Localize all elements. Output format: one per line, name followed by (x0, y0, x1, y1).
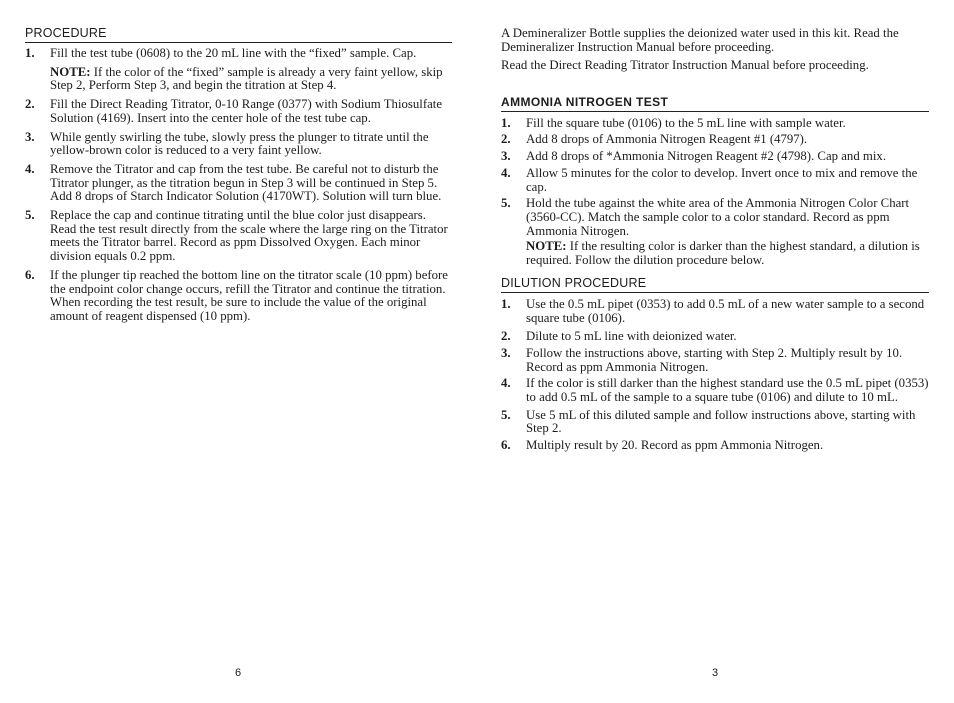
step-number: 2. (501, 132, 511, 147)
step-number: 5. (501, 407, 511, 422)
intro-paragraph-1: A Demineralizer Bottle supplies the deionized water used in this kit. Read the Demineralizer Instruction Manual before proceeding. (501, 26, 899, 54)
step-text: Multiply result by 20. Record as ppm Ammonia Nitrogen. (526, 438, 824, 453)
step-text: Replace the cap and continue titrating until the blue color just disappears. Read the test result directly from the scale where the large ring on the Titrator meets the Titrator barrel. Record as ppm Dissolved Oxygen. Each minor division equals 0.2 ppm. (50, 208, 448, 264)
step-number: 4. (501, 165, 511, 180)
step-number: 3. (501, 149, 511, 164)
step-number: 2. (25, 97, 35, 112)
step-number: 6. (25, 267, 35, 282)
ammonia-step-2 (501, 133, 929, 147)
procedure-step-1 (25, 47, 452, 93)
note-label: NOTE: (526, 239, 567, 254)
step-text: Fill the Direct Reading Titrator, 0-10 Range (0377) with Sodium Thiosulfate Solution (4169). Insert into the center hole of the test tube cap. (50, 97, 443, 125)
procedure-step-5 (25, 209, 452, 264)
procedure-step-3 (25, 131, 452, 158)
ammonia-step-1 (501, 117, 929, 131)
step-text: Fill the square tube (0106) to the 5 mL line with sample water. (526, 115, 846, 130)
procedure-heading: PROCEDURE (25, 26, 452, 43)
step-number: 4. (25, 161, 35, 176)
procedure-step-2 (25, 98, 452, 125)
step-number: 3. (501, 345, 511, 360)
step-text: Dilute to 5 mL line with deionized water. (526, 329, 737, 344)
step-text: Hold the tube against the white area of the Ammonia Nitrogen Color Chart (3560-CC). Match the sample color to a color standard. Record as ppm Ammonia Nitrogen. (526, 196, 910, 238)
dilution-steps (501, 298, 929, 453)
note-label: NOTE: (50, 64, 91, 79)
step-number: 5. (25, 208, 35, 223)
step-number: 1. (501, 115, 511, 130)
ammonia-step-3 (501, 150, 929, 164)
step-text: Follow the instructions above, starting with Step 2. Multiply result by 10. Record as ppm Ammonia Nitrogen. (526, 345, 903, 374)
step-text: Fill the test tube (0608) to the 20 mL line with the “fixed” sample. Cap. (50, 46, 417, 60)
step-text: Add 8 drops of *Ammonia Nitrogen Reagent #2 (4798). Cap and mix. (526, 149, 887, 164)
dilution-step-4 (501, 377, 929, 404)
step-note (50, 66, 452, 93)
step-text: If the plunger tip reached the bottom line on the titrator scale (10 ppm) before the endpoint color change occurs, refill the Titrator and continue the titration. When recording the test result, be sure to include the value of the original amount of reagent dispensed (10 ppm). (50, 267, 448, 323)
step-number: 3. (25, 129, 35, 144)
step-number: 1. (25, 46, 35, 60)
procedure-step-6 (25, 269, 452, 324)
ammonia-steps (501, 117, 929, 268)
step-number: 5. (501, 196, 511, 211)
dilution-step-6 (501, 439, 929, 453)
step-text: Allow 5 minutes for the color to develop. Invert once to mix and remove the cap. (526, 165, 918, 194)
procedure-step-4 (25, 163, 452, 204)
dilution-step-3 (501, 347, 929, 374)
step-text: Use 5 mL of this diluted sample and follow instructions above, starting with Step 2. (526, 407, 916, 436)
ammonia-test-heading: AMMONIA NITROGEN TEST (501, 95, 929, 112)
dilution-step-1 (501, 298, 929, 325)
step-text: If the color is still darker than the highest standard use the 0.5 mL pipet (0353) to add 0.5 mL of the sample to a square tube (0106) and dilute to 10 mL. (526, 376, 929, 405)
step-text: Add 8 drops of Ammonia Nitrogen Reagent #1 (4797). (526, 132, 808, 147)
page-number-right: 3 (712, 667, 719, 679)
note-text: If the color of the “fixed” sample is already a very faint yellow, skip Step 2, Perform Step 3, and begin the titration at Step 4. (50, 64, 443, 93)
step-note (526, 240, 929, 267)
ammonia-step-4 (501, 167, 929, 194)
step-number: 6. (501, 438, 511, 453)
step-number: 4. (501, 376, 511, 391)
left-page (25, 0, 452, 324)
right-page (501, 0, 929, 453)
dilution-procedure-heading: DILUTION PROCEDURE (501, 276, 929, 293)
procedure-steps (25, 47, 452, 324)
dilution-step-2 (501, 330, 929, 344)
step-number: 1. (501, 296, 511, 311)
ammonia-step-5 (501, 197, 929, 268)
page-number-left: 6 (235, 667, 242, 679)
step-text: While gently swirling the tube, slowly press the plunger to titrate until the yellow-brown color is reduced to a very faint yellow. (50, 129, 429, 158)
dilution-step-5 (501, 409, 929, 436)
step-number: 2. (501, 329, 511, 344)
step-text: Remove the Titrator and cap from the test tube. Be careful not to disturb the Titrator plunger, as the titration begun in Step 3 will be continued in Step 5. Add 8 drops of Starch Indicator Solution (4170WT). Solution will turn blue. (50, 161, 442, 204)
step-text: Use the 0.5 mL pipet (0353) to add 0.5 mL of a new water sample to a second square tube (0106). (526, 296, 925, 325)
intro-paragraph-2: Read the Direct Reading Titrator Instruction Manual before proceeding. (501, 58, 869, 73)
note-text: If the resulting color is darker than the highest standard, a dilution is required. Follow the dilution procedure below. (526, 239, 920, 268)
